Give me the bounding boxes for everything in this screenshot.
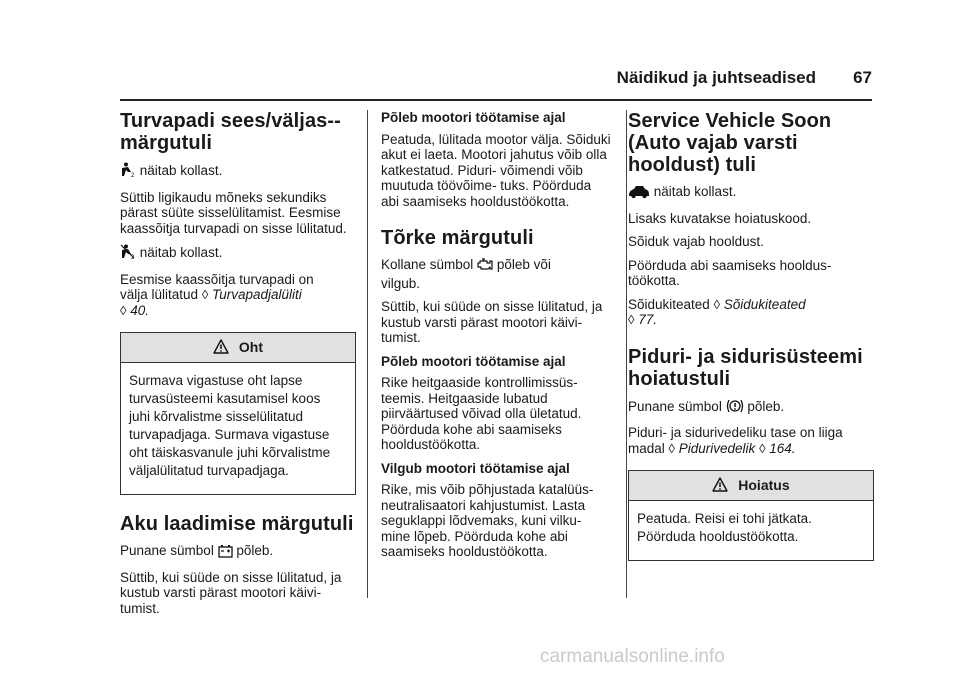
airbag-heading: Turvapadi sees/väljas-- märgutuli: [120, 110, 341, 154]
watermark: carmanualsonline.info: [540, 646, 725, 667]
service-paragraph-3: Pöörduda abi saamiseks hooldus- töökotta.: [628, 257, 832, 288]
caution-box-header: Hoiatus: [629, 471, 873, 501]
ref-arrow-icon: ◊: [628, 312, 635, 327]
caution-box-body: [629, 501, 873, 560]
danger-box-body: [121, 363, 355, 494]
brake-warning-icon: [726, 398, 744, 418]
engine-icon: [477, 258, 493, 276]
vehicle-messages-link[interactable]: Sõidukiteated: [723, 296, 806, 312]
service-paragraph-2: Sõiduk vajab hooldust.: [628, 234, 764, 249]
airbag-switch-page-link[interactable]: 40: [130, 302, 146, 318]
header-rule: [120, 99, 872, 101]
brake-fluid-page-link[interactable]: 164: [769, 440, 792, 456]
caution-text: Peatuda. Reisi ei tohi jätkata. Pöörduda hooldustöökotta.: [637, 511, 812, 544]
column-2: [381, 110, 611, 568]
vehicle-messages-page-link[interactable]: 77: [638, 312, 654, 327]
flashing-subheading: Vilgub mootori töötamise ajal: [381, 460, 570, 476]
service-paragraph-4: Sõidukiteated ◊ Sõidukiteated ◊ 77.: [628, 296, 806, 327]
charging-paragraph: Peatuda, lülitada mootor välja. Sõiduki akut ei laeta. Mootori jahutus võib olla katkestatud. Piduri- võimendi võib muutuda töövõime- tuks. Pöörduda abi saamiseks hooldustöökotta.: [381, 131, 611, 209]
warning-triangle-icon: [712, 477, 728, 495]
airbag-off-icon: [120, 244, 136, 264]
service-line: näitab kollast.: [628, 184, 874, 203]
battery-line: Punane sümbol põleb.: [120, 543, 356, 562]
column-divider-1: [367, 110, 368, 598]
column-divider-2: [626, 110, 627, 598]
malfunction-line: Kollane sümbol põleb või vilgub.: [381, 257, 551, 291]
page-number: 67: [853, 68, 872, 87]
column-1: [120, 110, 356, 624]
caution-box: [628, 470, 874, 561]
svg-text:2: 2: [131, 173, 135, 178]
page-header: [120, 68, 872, 94]
service-heading: Service Vehicle Soon (Auto vajab varsti hooldust) tuli: [628, 110, 832, 176]
ref-arrow-icon: ◊: [713, 296, 721, 312]
warning-triangle-icon: [213, 339, 229, 357]
battery-icon: [218, 544, 233, 562]
brake-paragraph: Piduri- ja sidurivedeliku tase on liiga madal ◊ Pidurivedelik ◊ 164.: [628, 425, 843, 456]
airbag-on-icon: [120, 162, 136, 182]
charging-subheading: Põleb mootori töötamise ajal: [381, 110, 566, 125]
airbag-paragraph-1: Süttib ligikaudu mõneks sekundiks pärast süüte sisselülitamist. Eesmise kaassõitja turvapadi on sisse lülitatud.: [120, 189, 347, 236]
lit-subheading: Põleb mootori töötamise ajal: [381, 353, 566, 369]
danger-text: Surmava vigastuse oht lapse turvasüsteemi kasutamisel koos juhi kõrvalistme sisselülitatud turvapadjaga. Surmava vigastuse oht täiskasvanule juhi kõrvalistme väljalülitatud turvapadjaga.: [129, 373, 331, 478]
ref-arrow-icon: ◊: [120, 302, 127, 318]
battery-heading: Aku laadimise märgutuli: [120, 513, 354, 535]
danger-box: [120, 332, 356, 495]
malfunction-paragraph: Süttib, kui süüde on sisse lülitatud, ja kustub varsti pärast mootori käivi- tumist.: [381, 299, 603, 345]
danger-box-header: Oht: [121, 333, 355, 363]
svg-text:2: 2: [131, 255, 135, 260]
service-car-icon: [628, 185, 650, 203]
brake-heading: Piduri- ja sidurisüsteemi hoiatustuli: [628, 345, 863, 390]
malfunction-heading: Tõrke märgutuli: [381, 227, 534, 249]
ref-arrow-icon: ◊: [668, 440, 675, 456]
brake-fluid-link[interactable]: Pidurivedelik: [678, 440, 756, 456]
airbag-paragraph-2: Eesmise kaassõitja turvapadi on välja lülitatud ◊ Turvapadjalüliti ◊ 40.: [120, 271, 314, 318]
airbag-off-line: 2 näitab kollast.: [120, 244, 356, 264]
column-3: [628, 110, 874, 569]
airbag-on-line: 2 näitab kollast.: [120, 162, 356, 182]
lit-paragraph: Rike heitgaaside kontrollimissüs- teemis. Heitgaaside lubatud piirväärtused võivad olla ületatud. Pöörduda kohe abi saamiseks hooldustöökotta.: [381, 375, 582, 452]
battery-paragraph: Süttib, kui süüde on sisse lülitatud, ja kustub varsti pärast mootori käivi- tumist.: [120, 569, 342, 616]
flashing-paragraph: Rike, mis võib põhjustada katalüüs- neutralisaatori kahjustumist. Lasta seguklappi lõdvemaks, kuni vilku- mine lõpeb. Pöörduda kohe abi saamiseks hooldustöökotta.: [381, 482, 594, 559]
ref-arrow-icon: ◊: [759, 440, 766, 456]
airbag-switch-link[interactable]: Turvapadjalüliti: [212, 287, 302, 302]
section-title: Näidikud ja juhtseadised: [616, 68, 816, 87]
brake-line: Punane sümbol põleb.: [628, 398, 874, 418]
service-paragraph-1: Lisaks kuvatakse hoiatuskood.: [628, 210, 812, 226]
ref-arrow-icon: ◊: [201, 287, 209, 302]
